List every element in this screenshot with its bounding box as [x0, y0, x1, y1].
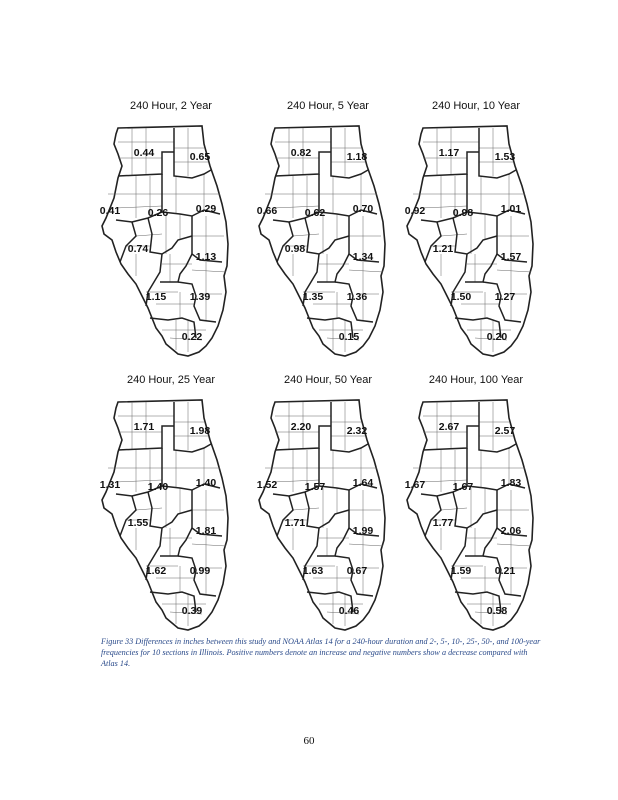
section-value: 1.18 — [346, 151, 368, 163]
section-value: 0.21 — [494, 565, 516, 577]
section-value: 1.55 — [127, 517, 149, 529]
section-value: 0.15 — [338, 331, 360, 343]
section-value: 1.63 — [302, 565, 324, 577]
map-title: 240 Hour, 25 Year — [126, 374, 216, 386]
section-value: 1.67 — [452, 481, 474, 493]
section-value: 1.99 — [352, 525, 374, 537]
section-value: 0.99 — [189, 565, 211, 577]
section-value: 1.67 — [404, 479, 426, 491]
section-value: 0.26 — [147, 207, 169, 219]
section-value: 1.17 — [438, 147, 460, 159]
map-title: 240 Hour, 100 Year — [428, 374, 524, 386]
section-value: 1.31 — [99, 479, 121, 491]
section-value: 1.53 — [494, 151, 516, 163]
illinois-map — [401, 114, 551, 360]
section-value: 1.01 — [500, 203, 522, 215]
section-value: 1.62 — [145, 565, 167, 577]
section-value: 1.34 — [352, 251, 374, 263]
section-value: 0.20 — [486, 331, 508, 343]
section-value: 0.62 — [304, 207, 326, 219]
section-value: 1.77 — [432, 517, 454, 529]
map-panel — [253, 100, 403, 360]
map-title: 240 Hour, 2 Year — [130, 100, 212, 112]
section-value: 1.71 — [133, 421, 155, 433]
section-value: 1.50 — [450, 291, 472, 303]
section-value: 0.22 — [181, 331, 203, 343]
section-value: 0.98 — [284, 243, 306, 255]
section-value: 1.35 — [302, 291, 324, 303]
section-value: 1.13 — [195, 251, 217, 263]
section-value: 1.57 — [304, 481, 326, 493]
section-value: 1.40 — [147, 481, 169, 493]
section-value: 0.29 — [195, 203, 217, 215]
map-title: 240 Hour, 50 Year — [283, 374, 373, 386]
section-value: 0.92 — [404, 205, 426, 217]
map-panel — [253, 374, 403, 634]
section-value: 0.74 — [127, 243, 149, 255]
section-value: 2.06 — [500, 525, 522, 537]
section-value: 0.82 — [290, 147, 312, 159]
illinois-map — [96, 388, 246, 634]
map-panel — [401, 100, 551, 360]
section-value: 1.64 — [352, 477, 374, 489]
section-value: 1.81 — [195, 525, 217, 537]
section-value: 2.32 — [346, 425, 368, 437]
section-value: 0.58 — [486, 605, 508, 617]
illinois-map — [96, 114, 246, 360]
section-value: 1.36 — [346, 291, 368, 303]
section-value: 0.39 — [181, 605, 203, 617]
section-value: 1.57 — [500, 251, 522, 263]
illinois-map — [253, 114, 403, 360]
section-value: 0.44 — [133, 147, 155, 159]
section-value: 1.27 — [494, 291, 516, 303]
section-value: 1.98 — [189, 425, 211, 437]
section-value: 2.57 — [494, 425, 516, 437]
map-title: 240 Hour, 5 Year — [287, 100, 369, 112]
section-value: 0.41 — [99, 205, 121, 217]
section-value: 1.59 — [450, 565, 472, 577]
section-value: 1.21 — [432, 243, 454, 255]
section-value: 0.46 — [338, 605, 360, 617]
section-value: 1.83 — [500, 477, 522, 489]
section-value: 0.98 — [452, 207, 474, 219]
section-value: 2.20 — [290, 421, 312, 433]
section-value: 2.67 — [438, 421, 460, 433]
section-value: 1.40 — [195, 477, 217, 489]
figure-caption: Figure 33 Differences in inches between this study and NOAA Atlas 14 for a 240-hour duration and 2-, 5-, 10-, 25-, 50-, and 100-year frequencies for 10 sections in Illinois. Positive numbers denote an increase and negative numbers show a decrease compared with Atlas 14. — [101, 637, 541, 668]
illinois-map — [401, 388, 551, 634]
map-title: 240 Hour, 10 Year — [431, 100, 521, 112]
section-value: 0.66 — [256, 205, 278, 217]
map-panel — [96, 374, 246, 634]
section-value: 0.65 — [189, 151, 211, 163]
page-number: 60 — [303, 735, 315, 747]
map-panel — [401, 374, 551, 634]
section-value: 1.15 — [145, 291, 167, 303]
section-value: 0.67 — [346, 565, 368, 577]
map-panel — [96, 100, 246, 360]
section-value: 1.39 — [189, 291, 211, 303]
section-value: 0.70 — [352, 203, 374, 215]
section-value: 1.71 — [284, 517, 306, 529]
section-value: 1.52 — [256, 479, 278, 491]
illinois-map — [253, 388, 403, 634]
